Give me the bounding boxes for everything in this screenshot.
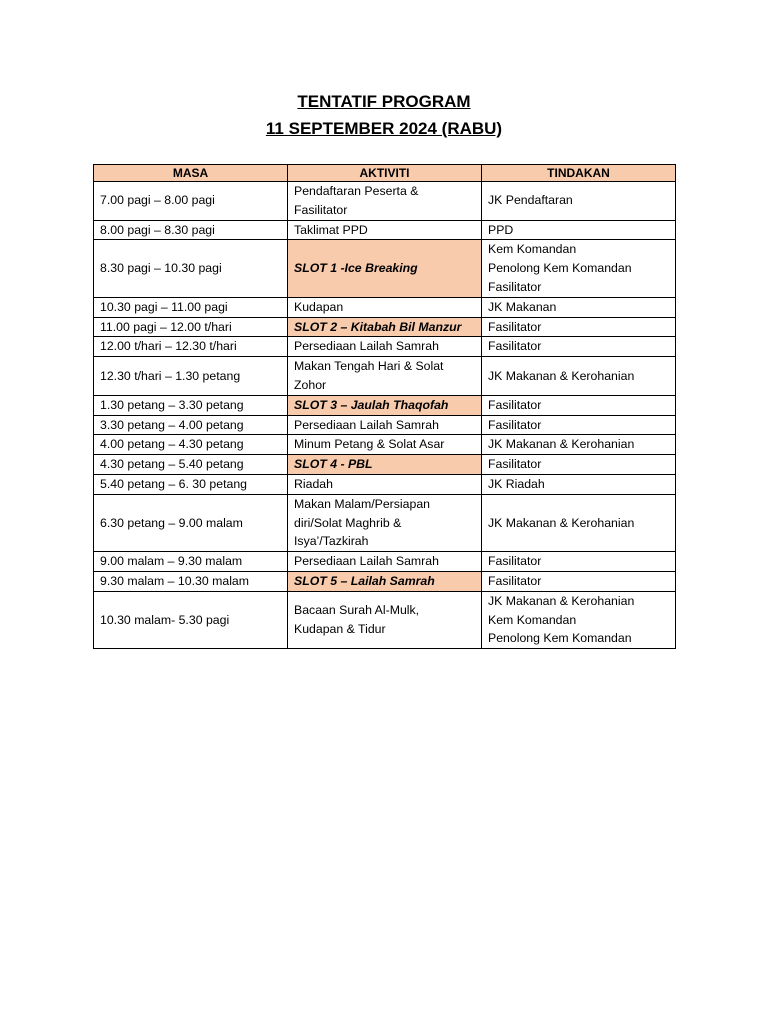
tindakan-line: Fasilitator bbox=[488, 397, 542, 412]
cell-masa: 4.30 petang – 5.40 petang bbox=[94, 455, 288, 475]
cell-tindakan bbox=[482, 337, 676, 357]
table-row bbox=[94, 220, 676, 240]
table-header-row bbox=[94, 165, 676, 182]
tindakan-line: JK Makanan bbox=[488, 299, 557, 314]
aktiviti-line: SLOT 3 – Jaulah Thaqofah bbox=[294, 397, 449, 412]
cell-masa: 9.30 malam – 10.30 malam bbox=[94, 571, 288, 591]
cell-aktiviti bbox=[288, 337, 482, 357]
cell-tindakan bbox=[482, 297, 676, 317]
aktiviti-line: Persediaan Lailah Samrah bbox=[294, 339, 439, 354]
table-row bbox=[94, 297, 676, 317]
cell-tindakan bbox=[482, 220, 676, 240]
tindakan-line: Fasilitator bbox=[488, 554, 542, 569]
cell-aktiviti bbox=[288, 415, 482, 435]
aktiviti-line: SLOT 1 -Ice Breaking bbox=[294, 261, 418, 276]
tindakan-line: Fasilitator bbox=[488, 339, 542, 354]
tindakan-line: Fasilitator bbox=[488, 417, 542, 432]
cell-masa: 8.30 pagi – 10.30 pagi bbox=[94, 240, 288, 297]
cell-aktiviti bbox=[288, 474, 482, 494]
cell-aktiviti bbox=[288, 297, 482, 317]
table-row bbox=[94, 337, 676, 357]
cell-tindakan bbox=[482, 591, 676, 648]
aktiviti-line: Persediaan Lailah Samrah bbox=[294, 417, 439, 432]
header-aktiviti: AKTIVITI bbox=[288, 165, 482, 182]
header-tindakan: TINDAKAN bbox=[482, 165, 676, 182]
aktiviti-line: SLOT 2 – Kitabah Bil Manzur bbox=[294, 319, 462, 334]
cell-tindakan bbox=[482, 474, 676, 494]
cell-tindakan bbox=[482, 494, 676, 551]
aktiviti-line: Kudapan bbox=[294, 299, 344, 314]
tindakan-line: Penolong Kem Komandan bbox=[488, 261, 632, 276]
cell-tindakan bbox=[482, 357, 676, 396]
tindakan-line: JK Makanan & Kerohanian bbox=[488, 437, 635, 452]
cell-masa: 5.40 petang – 6. 30 petang bbox=[94, 474, 288, 494]
cell-aktiviti-slot bbox=[288, 317, 482, 337]
tindakan-line: Kem Komandan bbox=[488, 612, 577, 627]
cell-aktiviti-slot bbox=[288, 455, 482, 475]
cell-tindakan bbox=[482, 435, 676, 455]
schedule-body bbox=[94, 182, 676, 649]
table-row bbox=[94, 395, 676, 415]
aktiviti-line: SLOT 5 – Lailah Samrah bbox=[294, 573, 435, 588]
aktiviti-line: SLOT 4 - PBL bbox=[294, 457, 373, 472]
aktiviti-line: diri/Solat Maghrib & bbox=[294, 515, 402, 530]
cell-aktiviti bbox=[288, 182, 482, 221]
document-date: 11 SEPTEMBER 2024 (RABU) bbox=[265, 119, 503, 138]
cell-tindakan bbox=[482, 182, 676, 221]
tindakan-line: Fasilitator bbox=[488, 457, 542, 472]
tindakan-line: Fasilitator bbox=[488, 279, 542, 294]
tindakan-line: Fasilitator bbox=[488, 573, 542, 588]
document-title: TENTATIF PROGRAM bbox=[297, 92, 471, 111]
cell-tindakan bbox=[482, 552, 676, 572]
aktiviti-line: Isya’/Tazkirah bbox=[294, 534, 369, 549]
cell-aktiviti bbox=[288, 591, 482, 648]
table-row bbox=[94, 182, 676, 221]
cell-aktiviti bbox=[288, 552, 482, 572]
table-row bbox=[94, 591, 676, 648]
schedule-table bbox=[93, 164, 676, 649]
tindakan-line: PPD bbox=[488, 222, 514, 237]
cell-masa: 8.00 pagi – 8.30 pagi bbox=[94, 220, 288, 240]
table-row bbox=[94, 415, 676, 435]
cell-masa: 4.00 petang – 4.30 petang bbox=[94, 435, 288, 455]
tindakan-line: JK Makanan & Kerohanian bbox=[488, 368, 635, 383]
aktiviti-line: Zohor bbox=[294, 377, 327, 392]
cell-aktiviti bbox=[288, 220, 482, 240]
table-row bbox=[94, 455, 676, 475]
cell-aktiviti-slot bbox=[288, 571, 482, 591]
table-row bbox=[94, 552, 676, 572]
cell-tindakan bbox=[482, 455, 676, 475]
cell-masa: 11.00 pagi – 12.00 t/hari bbox=[94, 317, 288, 337]
cell-tindakan bbox=[482, 571, 676, 591]
cell-aktiviti bbox=[288, 494, 482, 551]
aktiviti-line: Fasilitator bbox=[294, 202, 348, 217]
cell-tindakan bbox=[482, 317, 676, 337]
cell-masa: 12.00 t/hari – 12.30 t/hari bbox=[94, 337, 288, 357]
table-row bbox=[94, 357, 676, 396]
tindakan-line: JK Makanan & Kerohanian bbox=[488, 515, 635, 530]
cell-aktiviti-slot bbox=[288, 395, 482, 415]
aktiviti-line: Minum Petang & Solat Asar bbox=[294, 437, 445, 452]
aktiviti-line: Makan Tengah Hari & Solat bbox=[294, 359, 444, 374]
tindakan-line: JK Riadah bbox=[488, 476, 545, 491]
cell-masa: 7.00 pagi – 8.00 pagi bbox=[94, 182, 288, 221]
table-row bbox=[94, 571, 676, 591]
tindakan-line: Penolong Kem Komandan bbox=[488, 631, 632, 646]
tindakan-line: Kem Komandan bbox=[488, 242, 577, 257]
aktiviti-line: Kudapan & Tidur bbox=[294, 621, 386, 636]
cell-masa: 1.30 petang – 3.30 petang bbox=[94, 395, 288, 415]
aktiviti-line: Persediaan Lailah Samrah bbox=[294, 554, 439, 569]
tindakan-line: Fasilitator bbox=[488, 319, 542, 334]
aktiviti-line: Makan Malam/Persiapan bbox=[294, 496, 431, 511]
table-row bbox=[94, 240, 676, 297]
cell-tindakan bbox=[482, 240, 676, 297]
header-masa: MASA bbox=[94, 165, 288, 182]
cell-masa: 10.30 pagi – 11.00 pagi bbox=[94, 297, 288, 317]
cell-tindakan bbox=[482, 395, 676, 415]
cell-tindakan bbox=[482, 415, 676, 435]
cell-aktiviti bbox=[288, 435, 482, 455]
table-row bbox=[94, 435, 676, 455]
cell-aktiviti-slot bbox=[288, 240, 482, 297]
cell-masa: 6.30 petang – 9.00 malam bbox=[94, 494, 288, 551]
aktiviti-line: Riadah bbox=[294, 476, 333, 491]
cell-masa: 12.30 t/hari – 1.30 petang bbox=[94, 357, 288, 396]
document-title-block bbox=[0, 88, 768, 142]
tindakan-line: JK Makanan & Kerohanian bbox=[488, 593, 635, 608]
aktiviti-line: Bacaan Surah Al-Mulk, bbox=[294, 603, 420, 618]
table-row bbox=[94, 317, 676, 337]
aktiviti-line: Pendaftaran Peserta & bbox=[294, 184, 419, 198]
table-row bbox=[94, 474, 676, 494]
table-row bbox=[94, 494, 676, 551]
cell-masa: 3.30 petang – 4.00 petang bbox=[94, 415, 288, 435]
aktiviti-line: Taklimat PPD bbox=[294, 222, 368, 237]
cell-aktiviti bbox=[288, 357, 482, 396]
cell-masa: 9.00 malam – 9.30 malam bbox=[94, 552, 288, 572]
cell-masa: 10.30 malam- 5.30 pagi bbox=[94, 591, 288, 648]
tindakan-line: JK Pendaftaran bbox=[488, 193, 573, 208]
